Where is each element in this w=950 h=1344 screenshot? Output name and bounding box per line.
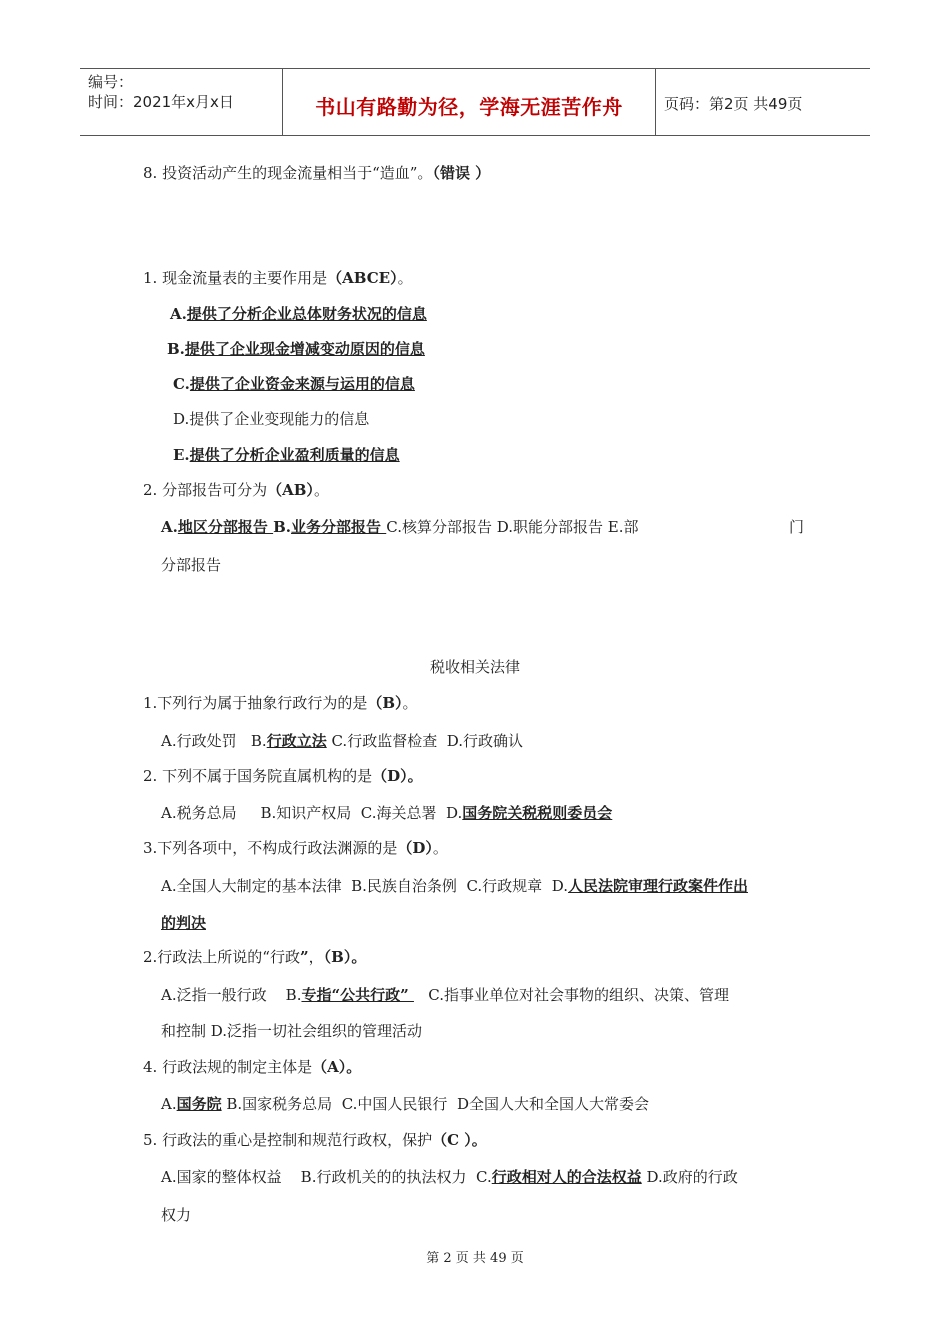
option-text: 业务分部报告	[291, 518, 387, 536]
tax-q2-text: 2. 下列不属于国务院直属机构的是	[143, 767, 373, 785]
tax-q4-answer: （B）。	[323, 948, 367, 966]
option-text: 提供了企业变现能力的信息	[189, 410, 370, 428]
option-d-answer: 人民法院审理行政案件作出	[567, 877, 748, 895]
tax-q1-end: 。	[402, 694, 418, 712]
tax-question-6	[143, 1129, 487, 1150]
option-letter: A.	[161, 518, 178, 536]
cash-q2-tail: 门	[789, 518, 805, 536]
q8-number: 8.	[143, 164, 158, 182]
cash-q1-option-e	[173, 444, 400, 465]
option-b-answer: 专指“公共行政”	[301, 986, 414, 1004]
header-center-cell	[283, 69, 656, 135]
q8-text: 投资活动产生的现金流量相当于“造血”。	[162, 164, 433, 182]
option-a-answer: 国务院	[176, 1095, 222, 1113]
cash-q1-text: 现金流量表的主要作用是	[162, 269, 328, 287]
cash-q2-options	[161, 516, 638, 537]
option-letter: E.	[173, 446, 190, 464]
option-text: 提供了企业资金来源与运用的信息	[189, 375, 415, 393]
tax-q6-options	[161, 1166, 738, 1187]
option-rest: C.指事业单位对社会事物的组织、决策、管理	[413, 986, 729, 1004]
tax-q5-text: 4. 行政法规的制定主体是	[143, 1058, 313, 1076]
tax-q3-end: 。	[432, 839, 448, 857]
option-rest: A.全国人大制定的基本法律 B.民族自治条例 C.行政规章 D.	[161, 877, 568, 895]
tax-q6-answer: （C ）。	[432, 1131, 487, 1149]
cash-q1-number: 1.	[143, 269, 158, 287]
tax-q3-options	[161, 875, 748, 896]
tax-question-2	[143, 765, 423, 786]
header-motto: 书山有路勤为径，学海无涯苦作舟	[315, 95, 623, 119]
tax-q3-text: 3.下列各项中，不构成行政法渊源的是	[143, 839, 398, 857]
option-letter: A.	[170, 305, 187, 323]
option-a: A.行政处罚	[161, 732, 251, 750]
cash-question-1	[143, 267, 413, 288]
tax-q2-options	[161, 802, 612, 823]
option-rest: A.税务总局 B.知识产权局 C.海关总署 D.	[161, 804, 463, 822]
cash-q1-option-a	[170, 303, 427, 324]
cash-question-2	[143, 479, 329, 500]
tax-q1-answer: （B）	[367, 694, 403, 712]
tax-question-5	[143, 1056, 361, 1077]
tax-q6-text: 5. 行政法的重心是控制和规范行政权，保护	[143, 1131, 433, 1149]
option-rest: C.行政监督检查 D.行政确认	[326, 732, 523, 750]
option-c-answer: 行政相对人的合法权益	[491, 1168, 642, 1186]
option-text: 提供了企业现金增减变动原因的信息	[184, 340, 425, 358]
cash-q1-option-b	[167, 338, 425, 359]
tax-question-3	[143, 837, 448, 858]
page-header	[80, 68, 870, 136]
tax-q4-sep: ，	[308, 948, 324, 966]
cash-q2-text: 分部报告可分为	[162, 481, 268, 499]
tax-q1-options	[161, 730, 523, 751]
option-d-answer: 国务院关税税则委员会	[462, 804, 613, 822]
tax-q4-mark: ”	[299, 948, 309, 966]
option-letter: B.	[167, 340, 185, 358]
header-right-cell	[656, 69, 870, 135]
tax-q5-answer: （A）。	[312, 1058, 362, 1076]
tax-q4-options	[161, 984, 729, 1005]
tax-q1-text: 1.下列行为属于抽象行政行为的是	[143, 694, 368, 712]
option-text: 提供了分析企业盈利质量的信息	[189, 446, 400, 464]
option-rest: B.国家税务总局 C.中国人民银行 D全国人大和全国人大常委会	[221, 1095, 649, 1113]
doc-code-label: 编号：	[88, 73, 134, 91]
cash-q2-number: 2.	[143, 481, 158, 499]
option-rest: C.核算分部报告 D.职能分部报告 E.部	[386, 518, 639, 536]
cash-q2-answer: （AB）	[267, 481, 314, 499]
cash-q2-line2: 分部报告	[161, 556, 222, 574]
option-text: 提供了分析企业总体财务状况的信息	[186, 305, 427, 323]
option-rest: A.国家的整体权益 B.行政机关的的执法权力 C.	[161, 1168, 492, 1186]
header-page-info: 页码：第2页 共49页	[664, 95, 803, 113]
cash-q2-end: 。	[313, 481, 329, 499]
option-letter: B.	[273, 518, 292, 536]
header-left-cell	[80, 69, 283, 135]
page-footer: 第 2 页 共 49 页	[426, 1251, 524, 1266]
cash-q1-option-c	[173, 373, 415, 394]
tax-q3-answer: （D）	[397, 839, 433, 857]
option-letter: D.	[173, 410, 190, 428]
option-text: 地区分部报告	[177, 518, 274, 536]
tax-q6-line2: 权力	[161, 1206, 192, 1224]
section-title: 税收相关法律	[429, 658, 520, 676]
option-letter: A.	[161, 1095, 177, 1113]
option-letter: C.	[173, 375, 190, 393]
tax-q4-line2: 和控制 D.泛指一切社会组织的管理活动	[161, 1022, 423, 1040]
tax-question-4	[143, 946, 366, 967]
cash-q1-option-d	[173, 408, 369, 429]
cash-q1-end: 。	[397, 269, 413, 287]
option-rest: A.泛指一般行政 B.	[161, 986, 302, 1004]
option-letter: B.	[250, 732, 267, 750]
option-b-answer: 行政立法	[266, 732, 327, 750]
tax-q5-options	[161, 1093, 649, 1114]
tax-question-1	[143, 692, 418, 713]
tax-q2-answer: （D）。	[372, 767, 423, 785]
tax-q3-line2: 的判决	[161, 914, 207, 932]
option-rest: D.政府的行政	[641, 1168, 738, 1186]
cash-q1-answer: （ABCE）	[327, 269, 398, 287]
doc-time-label: 时间：2021年x月x日	[88, 93, 234, 111]
tax-q4-text: 2.行政法上所说的“行政	[143, 948, 300, 966]
question-8	[143, 162, 490, 183]
q8-answer: （错误 ）	[432, 164, 491, 182]
